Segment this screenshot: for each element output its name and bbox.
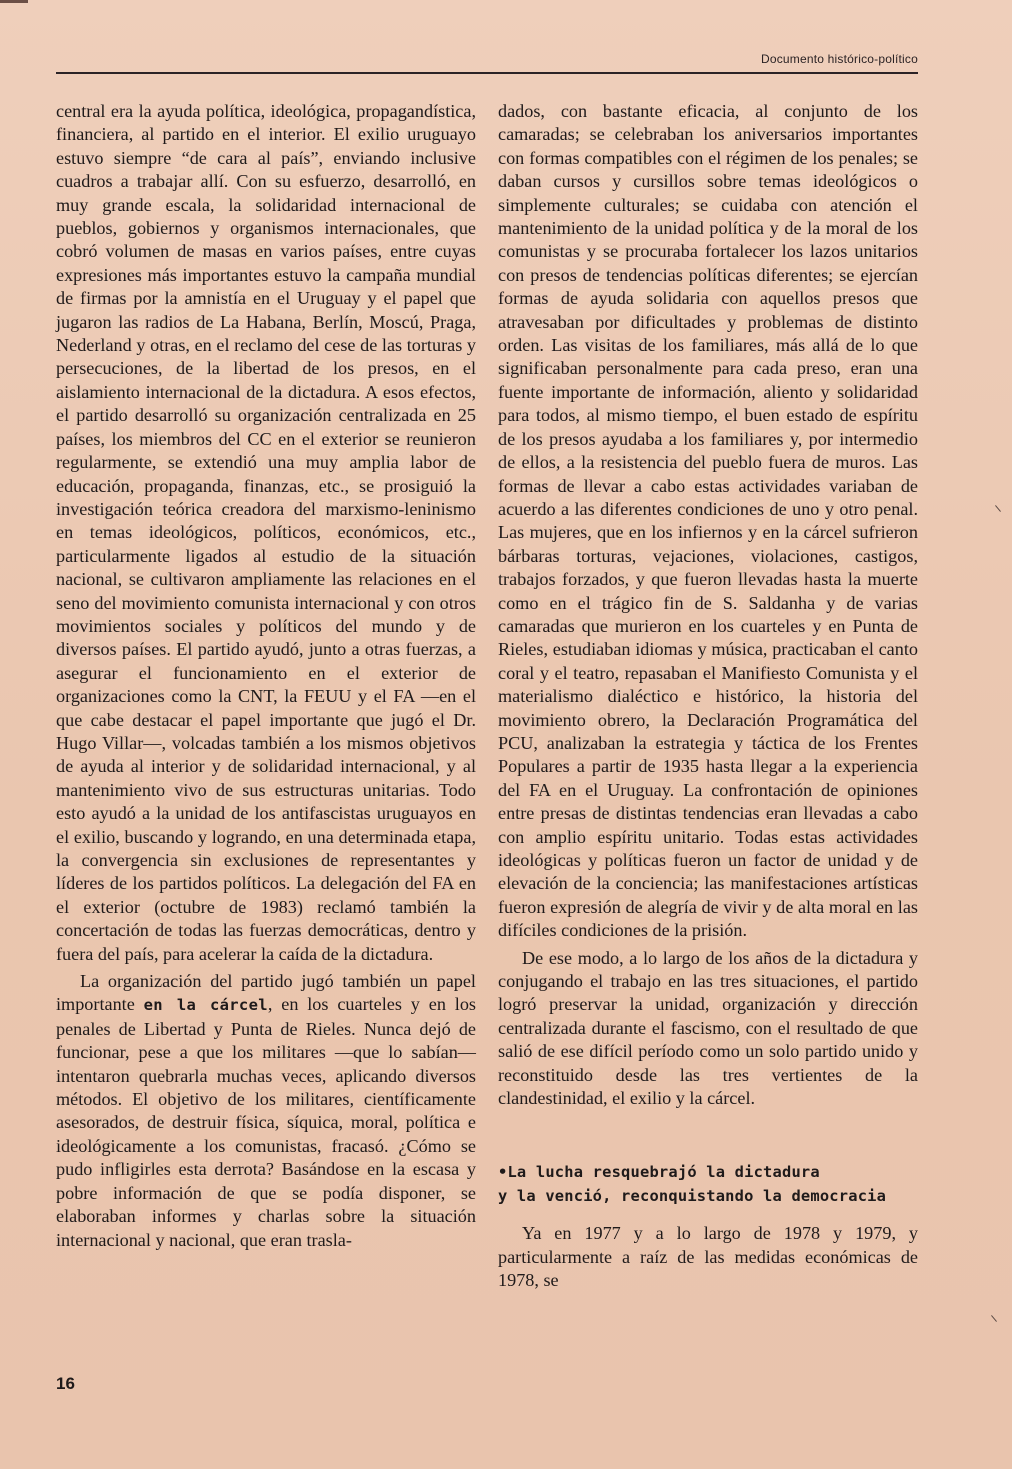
section-heading-line-1: •La lucha resquebrajó la dictadura [498, 1163, 820, 1182]
right-paragraph-3: Ya en 1977 y a lo largo de 1978 y 1979, y particularmente a raíz de las medidas económicas de 1978, se [498, 1223, 918, 1291]
running-header: Documento histórico-político [760, 52, 918, 66]
corner-mark [0, 0, 28, 3]
left-paragraph-2-emphasis: en la cárcel [143, 996, 268, 1015]
right-paragraph-1: dados, con bastante eficacia, al conjunto de los camaradas; se celebraban los aniversarios importantes con formas compatibles con el régimen de los penales; se daban cursos y cursillos sobre temas ideológicos o simplemente culturales; se cuidaba con atención el mantenimiento de la unidad política y de la moral de los comunistas y se procuraba fortalecer los lazos unitarios con presos de tendencias políticas diferentes; se ejercían formas de ayuda solidaria con aquellos presos que atravesaban por dificultades y problemas de distinto orden. Las visitas de los familiares, más allá de lo que significaban personalmente para cada preso, eran una fuente importante de información, aliento y solidaridad para todos, al mismo tiempo, el buen estado de espíritu de los presos ayudaba a los familiares y, por intermedio de ellos, a la resistencia del pueblo fuera de muros. Las formas de llevar a cabo estas actividades variaban de acuerdo a las diferentes condiciones de uno y otro penal. Las mujeres, que en los infiernos y en la cárcel sufrieron bárbaras torturas, vejaciones, violaciones, castigos, trabajos forzados, y que fueron llevadas hasta la muerte como en el trágico fin de S. Saldanha y de varias camaradas que murieron en los cuarteles y en Punta de Rieles, estudiaban idiomas y música, practicaban el canto coral y el teatro, repasaban el Manifiesto Comunista y el materialismo dialéctico e histórico, la historia del movimiento obrero, la Declaración Programática del PCU, analizaban la estrategia y táctica de los Frentes Populares a partir de 1935 hasta llegar a la experiencia del FA en el Uruguay. La confrontación de opiniones entre presas de distintas tendencias eran llevadas a cabo con amplio espíritu unitario. Todas estas actividades ideológicas y políticas fueron un factor de unidad y de elevación de la conciencia; las manifestaciones artísticas fueron expresión de alegría de vivir y de alta moral en las difíciles condiciones de la prisión. [498, 101, 918, 941]
header-rule [56, 72, 918, 74]
left-column [56, 100, 476, 1252]
right-paragraph-2: De ese modo, a lo largo de los años de la dictadura y conjugando el trabajo en las tres situaciones, el partido logró preservar la unidad, organización y dirección centralizada durante el fascismo, con el resultado de que salió de ese difícil período como un solo partido unido y reconstituido desde las tres vertientes de la clandestinidad, el exilio y la cárcel. [498, 947, 918, 1109]
left-paragraph-2-end: , en los cuarteles y en los penales de Libertad y Punta de Rieles. Nunca dejó de funcionar, pese a que los militares —que lo sabían— intentaron quebrarla muchas veces, aplicando diversos métodos. El objetivo de los militares, científicamente asesorados, de destruir física, síquica, moral, política e ideológicamente a los comunistas, fracasó. ¿Cómo se pudo infligirles esta derrota? Basándose en la escasa y pobre información de que se podía disponer, se elaboraban informes y charlas sobre la situación internacional y nacional, que eran trasla- [56, 994, 476, 1250]
page-number: 16 [56, 1374, 75, 1393]
left-paragraph-2 [56, 970, 476, 1252]
left-paragraph-2-start: La organización del partido jugó también un papel importante [56, 971, 476, 1015]
section-heading-line-2: y la venció, reconquistando la democracia [498, 1187, 887, 1206]
section-heading [498, 1160, 918, 1208]
paper-speck [995, 505, 1001, 512]
paper-speck [991, 1315, 997, 1322]
left-paragraph-1: central era la ayuda política, ideológica, propagandística, financiera, al partido en el interior. El exilio uruguayo estuvo siempre “de cara al país”, enviando inclusive cuadros a trabajar allí. Con su esfuerzo, desarrolló, en muy grande escala, la solidaridad internacional de pueblos, gobiernos y organismos internacionales, que cobró volumen de masas en varios países, entre cuyas expresiones más importantes estuvo la campaña mundial de firmas por la amnistía en el Uruguay y el papel que jugaron las radios de La Habana, Berlín, Moscú, Praga, Nederland y otras, en el reclamo del cese de las torturas y persecuciones, de la libertad de los presos, en el aislamiento internacional de la dictadura. A esos efectos, el partido desarrolló su organización centralizada en 25 países, los miembros del CC en el exterior se reunieron regularmente, se extendió una muy amplia labor de educación, propaganda, finanzas, etc., se prosiguió la investigación teórica creadora del marxismo-leninismo en temas ideológicos, políticos, económicos, etc., particularmente ligados al estudio de la situación nacional, se cultivaron ampliamente las relaciones en el seno del movimiento comunista internacional y con otros movimientos sociales y políticos del mundo y de diversos países. El partido ayudó, junto a otras fuerzas, a asegurar el funcionamiento en el exterior de organizaciones como la CNT, la FEUU y el FA —en el que cabe destacar el papel importante que jugó el Dr. Hugo Villar—, volcadas también a los mismos objetivos de ayuda al interior y de solidaridad internacional, y al mantenimiento vivo de sus estructuras unitarias. Todo esto ayudó a la unidad de los antifascistas uruguayos en el exilio, buscando y logrando, en una determinada etapa, la convergencia sin exclusiones de representantes y líderes de los partidos políticos. La delegación del FA en el exterior (octubre de 1983) reclamó también la concertación de todas las fuerzas democráticas, dentro y fuera del país, para acelerar la caída de la dictadura. [56, 101, 476, 964]
right-column [498, 100, 918, 1293]
